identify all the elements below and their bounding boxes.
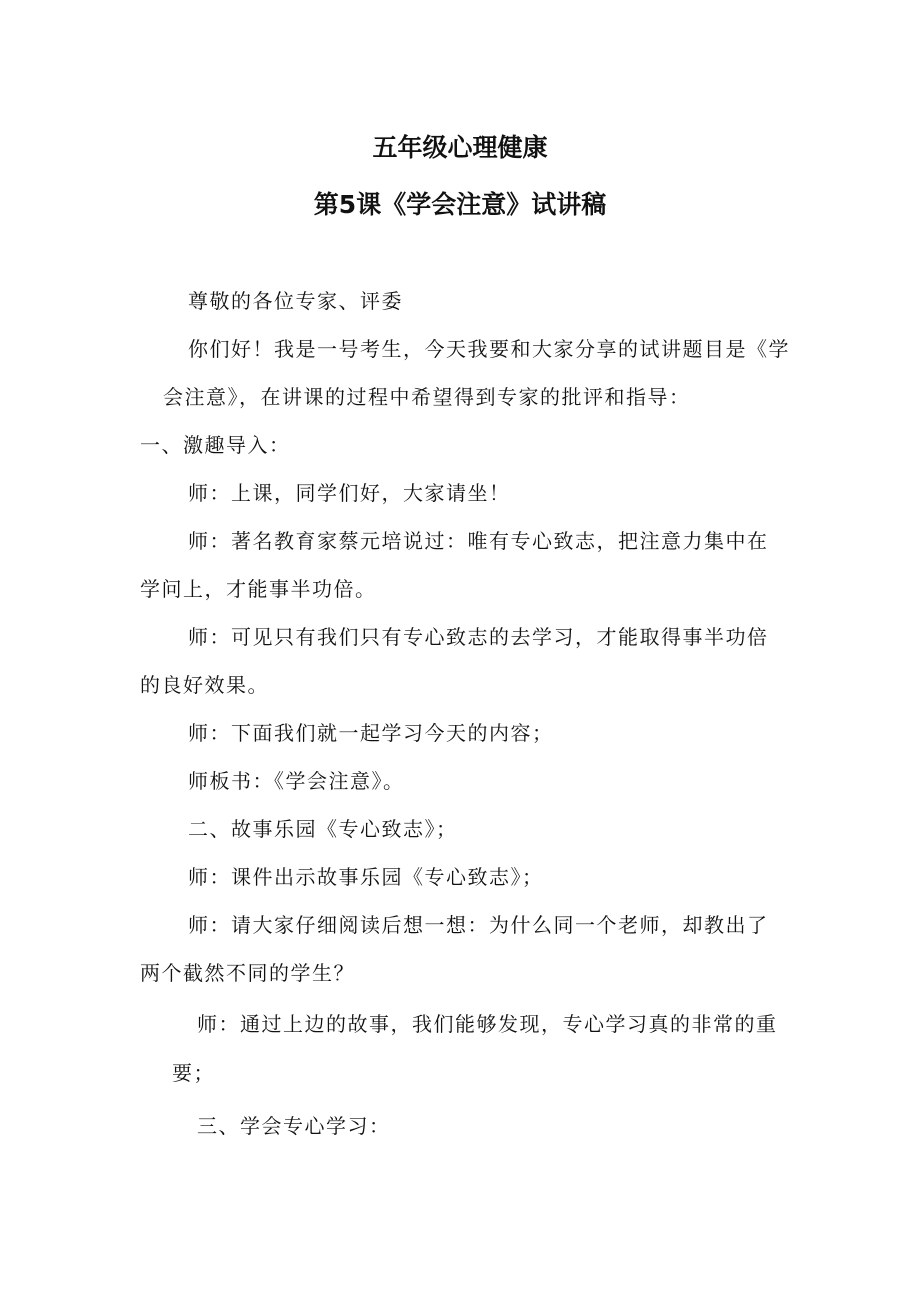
paragraph-line: 师：通过上边的故事，我们能够发现，专心学习真的非常的重 [197, 1012, 778, 1036]
paragraph-line-intro-cont: 会注意》，在讲课的过程中希望得到专家的批评和指导： [163, 385, 691, 409]
section-heading-1: 一、激趣导入： [140, 433, 291, 457]
paragraph-line: 的良好效果。 [140, 673, 269, 697]
paragraph-line: 师：课件出示故事乐园《专心致志》； [188, 865, 544, 889]
paragraph-line-greeting: 尊敬的各位专家、评委 [188, 289, 403, 313]
document-title: 五年级心理健康 [372, 133, 548, 162]
paragraph-line: 学问上，才能事半功倍。 [140, 577, 377, 601]
section-heading-3: 三、学会专心学习： [197, 1114, 391, 1138]
paragraph-line: 师：请大家仔细阅读后想一想：为什么同一个老师，却教出了 [188, 913, 769, 937]
paragraph-line: 师：下面我们就一起学习今天的内容； [188, 721, 554, 745]
paragraph-line: 师：上课，同学们好，大家请坐！ [188, 481, 511, 505]
section-heading-2: 二、故事乐园《专心致志》； [188, 817, 458, 841]
paragraph-line: 要； [172, 1061, 215, 1085]
paragraph-line: 师：可见只有我们只有专心致志的去学习，才能取得事半功倍 [188, 625, 769, 649]
document-subtitle: 第5课《学会注意》试讲稿 [313, 190, 607, 219]
paragraph-line: 师板书：《学会注意》。 [188, 769, 405, 793]
paragraph-line: 两个截然不同的学生？ [140, 961, 355, 985]
paragraph-line: 师：著名教育家蔡元培说过：唯有专心致志，把注意力集中在 [188, 529, 769, 553]
paragraph-line-intro: 你们好！我是一号考生，今天我要和大家分享的试讲题目是《学 [188, 337, 790, 361]
